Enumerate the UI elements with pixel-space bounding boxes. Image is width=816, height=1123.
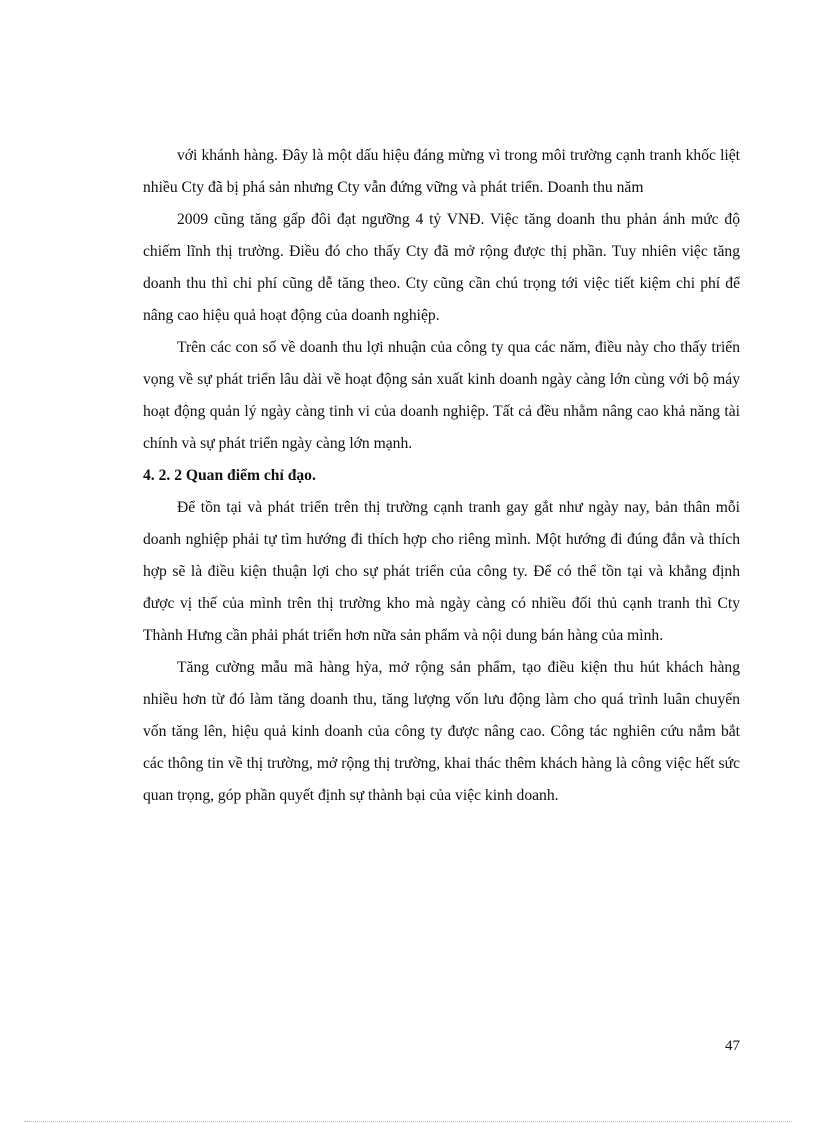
paragraph-strategy: Tăng cường mẫu mã hàng hỳa, mở rộng sản phẩm, tạo điều kiện thu hút khách hàng nhiều hơn từ đó làm tăng doanh thu, tăng lượng vốn lưu động làm cho quá trình luân chuyển vốn tăng lên, hiệu quả kinh doanh của công ty được nâng cao. Công tác nghiên cứu nắm bắt các thông tin về thị trường, mở rộng thị trường, khai thác thêm khách hàng là công việc hết sức quan trọng, góp phần quyết định sự thành bại của việc kinh doanh. [143, 659, 740, 804]
paragraph-direction: Để tồn tại và phát triển trên thị trường cạnh tranh gay gắt như ngày nay, bản thân mỗi doanh nghiệp phải tự tìm hướng đi thích hợp cho riêng mình. Một hướng đi đúng đắn và thích hợp sẽ là điều kiện thuận lợi cho sự phát triển của công ty. Để có thể tồn tại và khẳng định được vị thế của mình trên thị trường kho mà ngày càng có nhiều đối thủ cạnh tranh thì Cty Thành Hưng cần phải phát triển hơn nữa sản phẩm và nội dung bán hàng của mình. [143, 499, 740, 644]
paragraph-continuation: với khánh hàng. Đây là một dấu hiệu đáng mừng vì trong môi trường cạnh tranh khốc liệt nhiều Cty đã bị phá sản nhưng Cty vẫn đứng vững và phát triển. Doanh thu năm [143, 147, 740, 196]
body-text [143, 140, 740, 812]
paragraph-prospects: Trên các con số về doanh thu lợi nhuận của công ty qua các năm, điều này cho thấy triển vọng về sự phát triển lâu dài về hoạt động sản xuất kinh doanh ngày càng lớn cùng với bộ máy hoạt động quản lý ngày càng tinh vi của doanh nghiệp. Tất cả đều nhằm nâng cao khả năng tài chính và sự phát triển ngày càng lớn mạnh. [143, 339, 740, 452]
paragraph-revenue-2009: 2009 cũng tăng gấp đôi đạt ngưỡng 4 tỷ VNĐ. Việc tăng doanh thu phản ánh mức độ chiếm lĩnh thị trường. Điều đó cho thấy Cty đã mở rộng được thị phần. Tuy nhiên việc tăng doanh thu thì chi phí cũng dễ tăng theo. Cty cũng cần chú trọng tới việc tiết kiệm chi phí để nâng cao hiệu quả hoạt động của doanh nghiệp. [143, 211, 740, 324]
section-heading: 4. 2. 2 Quan điểm chỉ đạo. [143, 467, 316, 484]
page-number: 47 [725, 1038, 740, 1054]
page-bottom-divider [24, 1121, 792, 1122]
